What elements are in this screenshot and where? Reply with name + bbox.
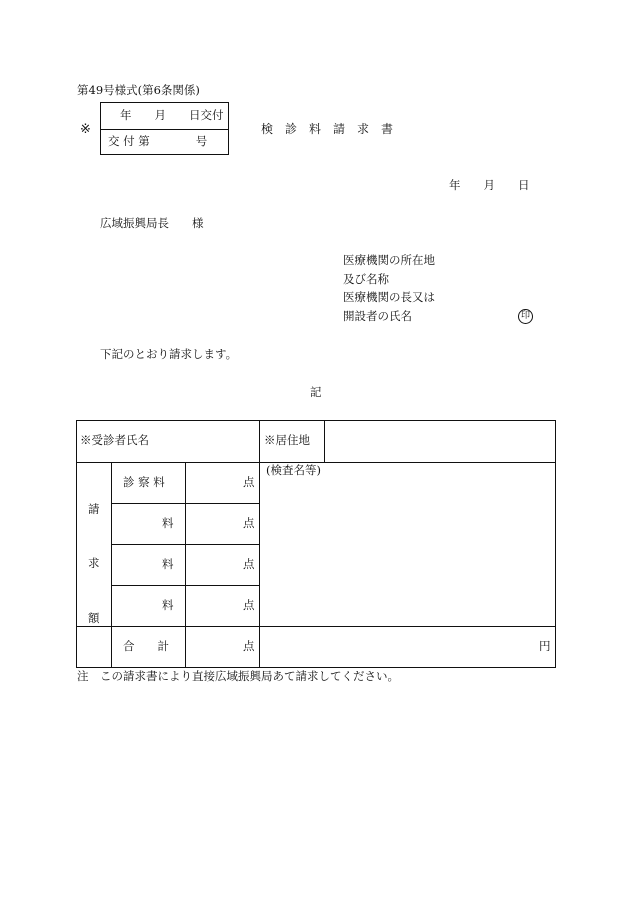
total-unit: 点 (243, 639, 255, 653)
row-item-label: 料 (162, 598, 174, 612)
exam-items-label: (検査名等) (266, 463, 321, 477)
ki-heading: 記 (310, 385, 322, 399)
row-item-label: 料 (162, 516, 174, 530)
row-unit: 点 (243, 516, 255, 530)
form-number: 第49号様式(第6条関係) (77, 83, 200, 97)
date-line: 年 月 日 (449, 178, 530, 192)
yen-unit: 円 (539, 639, 551, 653)
patient-name-label: ※受診者氏名 (80, 433, 149, 447)
row-unit: 点 (243, 475, 255, 489)
provider-name-label: 及び名称 (343, 272, 389, 286)
intro-text: 下記のとおり請求します。 (100, 347, 238, 361)
claim-label-char: 求 (88, 556, 100, 570)
residence-label: ※居住地 (264, 433, 310, 447)
total-label: 合 計 (123, 639, 169, 653)
seal-icon: 印 (518, 309, 533, 324)
receipt-number: 交 付 第 号 (108, 134, 208, 148)
official-use-mark: ※ (80, 122, 91, 137)
row-item-label: 料 (162, 557, 174, 571)
claim-label-char: 額 (88, 611, 100, 625)
provider-address-label: 医療機関の所在地 (343, 253, 435, 267)
claim-label-char: 請 (88, 502, 100, 516)
document-title: 検 診 料 請 求 書 (261, 122, 394, 136)
receipt-date: 年 月 日交付 (120, 108, 224, 122)
provider-founder-label: 開設者の氏名 (343, 309, 412, 323)
row-unit: 点 (243, 557, 255, 571)
provider-head-label: 医療機関の長又は (343, 290, 435, 304)
footnote: 注 この請求書により直接広域振興局あて請求してください。 (77, 669, 399, 683)
row-item-label: 診 察 料 (123, 475, 165, 489)
row-unit: 点 (243, 598, 255, 612)
addressee: 広域振興局長 様 (100, 216, 204, 230)
